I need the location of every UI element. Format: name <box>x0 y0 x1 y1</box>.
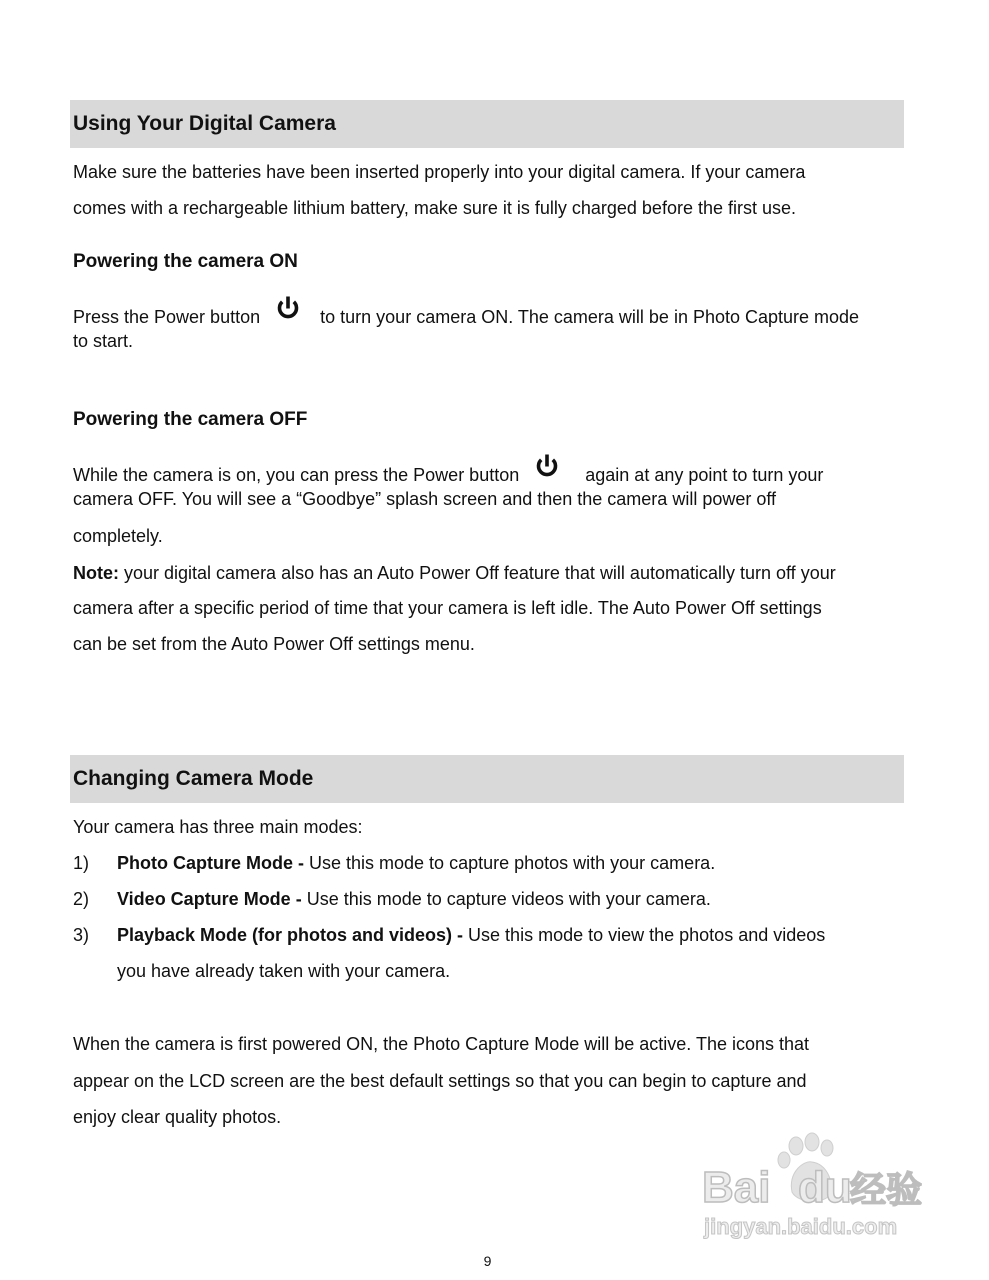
heading-power-off: Powering the camera OFF <box>73 409 308 430</box>
watermark-brand-left: Bai <box>702 1163 771 1212</box>
modes-intro: Your camera has three main modes: <box>73 817 363 837</box>
section-title-text: Changing Camera Mode <box>73 767 314 790</box>
mode-name: Playback Mode (for photos and videos) - <box>117 925 464 945</box>
watermark-brand-cn: 经验 <box>850 1169 923 1210</box>
heading-power-on: Powering the camera ON <box>73 251 298 272</box>
power-off-text-before: While the camera is on, you can press the Power button <box>73 465 520 485</box>
note-line-2: camera after a specific period of time that your camera is left idle. The Auto Power Off settings <box>73 598 822 618</box>
power-on-line-2: to start. <box>73 331 134 351</box>
closing-line-3: enjoy clear quality photos. <box>73 1107 282 1127</box>
power-off-line-2: camera OFF. You will see a “Goodbye” splash screen and then the camera will power off <box>73 489 777 509</box>
mode-desc: Use this mode to capture videos with your camera. <box>301 889 711 909</box>
closing-line-1: When the camera is first powered ON, the Photo Capture Mode will be active. The icons that <box>73 1034 810 1054</box>
list-number: 3) <box>73 925 90 945</box>
power-off-line-3: completely. <box>73 526 163 546</box>
list-item-playback-continued: you have already taken with your camera. <box>117 961 451 981</box>
list-item-video-capture <box>117 888 711 910</box>
power-off-line-1 <box>73 453 823 486</box>
list-number: 2) <box>73 889 90 909</box>
closing-line-2: appear on the LCD screen are the best default settings so that you can begin to capture and <box>73 1071 807 1091</box>
intro-line-2: comes with a rechargeable lithium battery, make sure it is fully charged before the first use. <box>73 198 796 218</box>
power-on-line-1 <box>73 295 859 328</box>
mode-name: Video Capture Mode - <box>117 889 302 909</box>
note-line-3: can be set from the Auto Power Off settings menu. <box>73 634 475 654</box>
power-on-text-before: Press the Power button <box>73 307 261 327</box>
watermark-url: jingyan.baidu.com <box>704 1214 898 1239</box>
mode-desc: Use this mode to view the photos and videos <box>463 925 826 945</box>
list-item-photo-capture <box>117 852 715 874</box>
power-on-text-after: to turn your camera ON. The camera will be in Photo Capture mode <box>320 307 860 327</box>
power-icon <box>534 453 560 479</box>
list-number: 1) <box>73 853 90 873</box>
power-icon <box>275 295 301 321</box>
section-title-using-camera <box>70 100 904 148</box>
list-item-playback <box>117 924 825 946</box>
mode-name: Photo Capture Mode - <box>117 853 304 873</box>
baidu-watermark <box>700 1132 935 1242</box>
note-label: Note: <box>73 563 119 583</box>
section-title-changing-mode <box>70 755 904 803</box>
note-line-1 <box>73 562 836 584</box>
power-off-text-after: again at any point to turn your <box>585 465 824 485</box>
section-title-text: Using Your Digital Camera <box>73 112 336 135</box>
page-number: 9 <box>483 1253 492 1269</box>
note-text-1: your digital camera also has an Auto Power Off feature that will automatically turn off your <box>119 563 836 583</box>
intro-line-1: Make sure the batteries have been inserted properly into your digital camera. If your camera <box>73 162 806 182</box>
mode-desc: Use this mode to capture photos with your camera. <box>304 853 716 873</box>
watermark-brand-right: du <box>798 1163 852 1212</box>
